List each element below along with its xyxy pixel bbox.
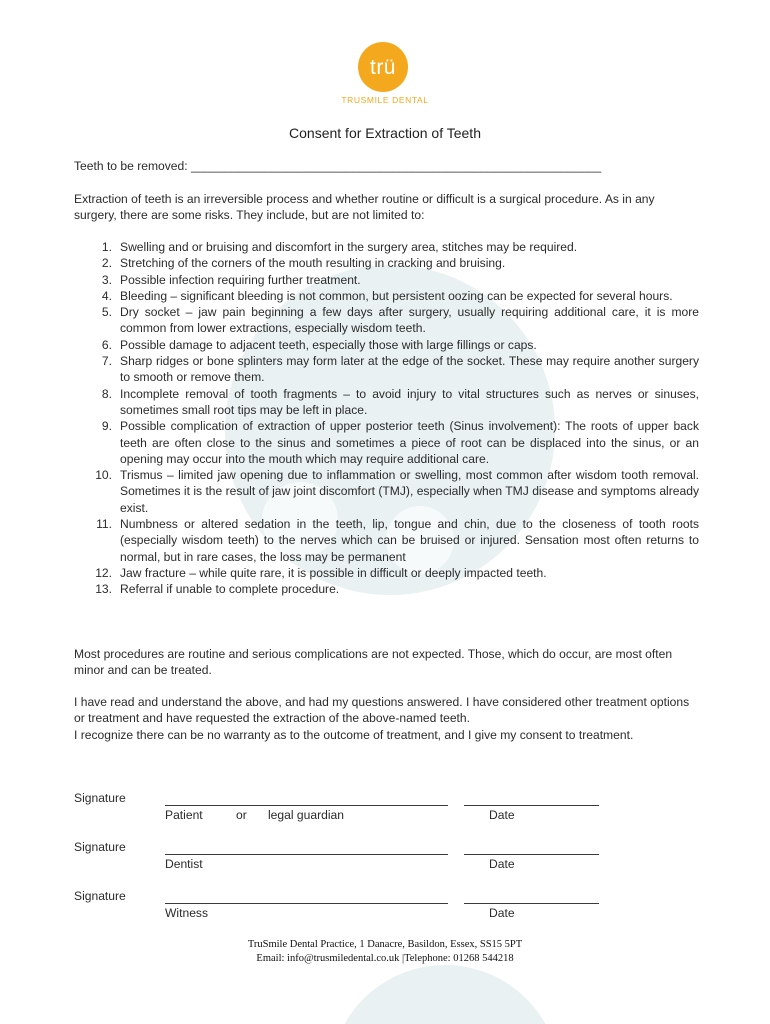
list-item: [74, 288, 699, 304]
list-item: [74, 386, 699, 419]
patient-caption: Patient: [165, 808, 203, 822]
list-item: [74, 255, 699, 271]
acknowledgement-text: I have read and understand the above, and had my questions answered. I have considered other treatment options or treatment and have requested the extraction of the above-named teeth.: [74, 695, 690, 726]
list-item-text: Stretching of the corners of the mouth resulting in cracking and bruising.: [120, 256, 506, 271]
list-item-number: 11.: [96, 517, 112, 532]
patient-date-caption: Date: [489, 808, 515, 822]
list-item-text: Numbness or altered sedation in the teeth, lip, tongue and chin, due to the closeness of tooth roots (especially wisdom teeth) to the nerves which can be bruised or injured. Sensation most often returns to normal, but in rare cases, the loss may be permanent: [120, 517, 699, 564]
risk-list: [74, 239, 699, 598]
list-item-number: 7.: [101, 354, 112, 369]
routine-procedures-paragraph: Most procedures are routine and serious complications are not expected. Those, which do occur, are most often minor and can be treated.: [74, 647, 673, 678]
list-item: [74, 581, 699, 597]
intro-paragraph: Extraction of teeth is an irreversible process and whether routine or difficult is a surgical procedure. As in any surgery, there are some risks. They include, but are not limited to:: [74, 192, 655, 223]
teeth-to-remove-field: Teeth to be removed: _____________________________________________________________: [74, 159, 602, 173]
signature-label: Signature: [74, 840, 126, 854]
dentist-signature-line[interactable]: [165, 854, 448, 855]
logo-mark-text: trü: [369, 55, 396, 79]
witness-signature-line[interactable]: [165, 903, 448, 904]
list-item-number: 10.: [95, 468, 112, 483]
dentist-caption: Dentist: [165, 857, 203, 871]
list-item-number: 6.: [101, 337, 112, 352]
list-item-number: 8.: [101, 386, 112, 401]
list-item: [74, 239, 699, 255]
list-item: [74, 467, 699, 516]
list-item-number: 12.: [95, 565, 112, 580]
witness-caption: Witness: [165, 906, 209, 920]
list-item-number: 13.: [95, 582, 112, 597]
acknowledgement-block: [74, 694, 699, 743]
legal-guardian-caption: legal guardian: [268, 808, 344, 822]
list-item-number: 5.: [101, 305, 112, 320]
list-item-text: Possible infection requiring further treatment.: [120, 272, 361, 287]
list-item-text: Sharp ridges or bone splinters may form later at the edge of the socket. These may require another surgery to smooth or remove them.: [120, 354, 699, 385]
witness-date-line[interactable]: [464, 903, 599, 904]
logo-mark: [358, 42, 408, 92]
dentist-date-caption: Date: [489, 857, 515, 871]
footer-address: TruSmile Dental Practice, 1 Danacre, Basildon, Essex, SS15 5PT: [247, 939, 523, 950]
list-item-text: Trismus – limited jaw opening due to inflammation or swelling, most common after wisdom tooth removal. Sometimes it is the result of jaw joint discomfort (TMJ), especially when TMJ disease and symptoms already exist.: [120, 468, 699, 515]
dentist-date-line[interactable]: [464, 854, 599, 855]
list-item-text: Incomplete removal of tooth fragments – to avoid injury to vital structures such as nerves or sinuses, sometimes small root tips may be left in place.: [120, 386, 699, 417]
patient-signature-line[interactable]: [165, 805, 448, 806]
logo-brand-name: TRUSMILE DENTAL: [341, 95, 429, 105]
list-item-number: 9.: [101, 419, 112, 434]
patient-date-line[interactable]: [464, 805, 599, 806]
list-item-text: Jaw fracture – while quite rare, it is possible in difficult or deeply impacted teeth.: [120, 565, 547, 580]
list-item: [74, 337, 699, 353]
page-title: Consent for Extraction of Teeth: [289, 125, 481, 141]
list-item: [74, 353, 699, 386]
list-item-number: 2.: [101, 256, 112, 271]
patient-or-caption: or: [236, 808, 247, 822]
list-item: [74, 418, 699, 467]
list-item: [74, 565, 699, 581]
list-item-text: Possible damage to adjacent teeth, especially those with large fillings or caps.: [120, 337, 537, 352]
list-item-text: Bleeding – significant bleeding is not common, but persistent oozing can be expected for several hours.: [120, 288, 673, 303]
signature-label: Signature: [74, 791, 126, 805]
list-item-text: Referral if unable to complete procedure.: [120, 582, 340, 597]
witness-date-caption: Date: [489, 906, 515, 920]
list-item-number: 1.: [101, 240, 112, 254]
list-item-number: 3.: [101, 272, 112, 287]
list-item: [74, 516, 699, 565]
consent-text: I recognize there can be no warranty as to the outcome of treatment, and I give my consent to treatment.: [74, 727, 634, 742]
list-item: [74, 272, 699, 288]
list-item-text: Dry socket – jaw pain beginning a few days after surgery, usually requiring additional care, it is more common from lower extractions, especially wisdom teeth.: [120, 305, 699, 336]
list-item-number: 4.: [101, 288, 112, 303]
footer-contact: Email: info@trusmiledental.co.uk |Telephone: 01268 544218: [256, 953, 514, 964]
list-item-text: Swelling and or bruising and discomfort in the surgery area, stitches may be required.: [120, 240, 578, 254]
list-item-text: Possible complication of extraction of upper posterior teeth (Sinus involvement): The roots of upper back teeth are often close to the sinus and sometimes a piece of root can be displaced into the sinus, or an opening may occur into the mouth which may require additional care.: [120, 419, 699, 466]
list-item: [74, 304, 699, 337]
signature-label: Signature: [74, 889, 126, 903]
